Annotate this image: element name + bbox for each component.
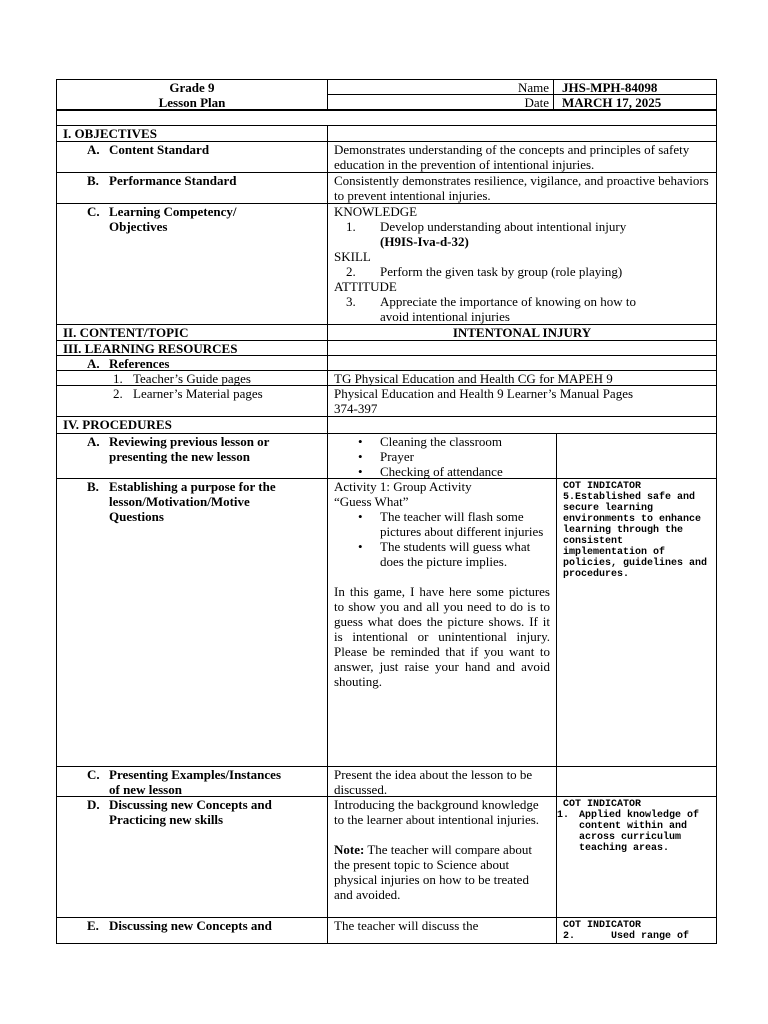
procedures-blank — [327, 416, 717, 434]
proc-d-note-text: The teacher will compare about the present topic to Science about physical injuries on how to be treated and avoided. — [334, 842, 532, 902]
proc-a-item-1: Cleaning the classroom — [380, 434, 503, 449]
attitude-item-1: Appreciate the importance of knowing on how to — [380, 294, 636, 309]
proc-a-label-1: Reviewing previous lesson or — [109, 434, 270, 449]
proc-b-game: “Guess What” — [334, 494, 409, 509]
proc-c-label-cell: C. Presenting Examples/Instances of new lesson — [56, 766, 328, 797]
date-value: MARCH 17, 2025 — [562, 95, 662, 110]
date-row — [328, 95, 716, 109]
proc-b-content: Activity 1: Group Activity “Guess What” • The teacher will flash some pictures about different injuries • The students will guess what does the picture implies. In this game, I have here some pictures to show you and all you need to do is to guess what does the picture shows. If it is intentional or unintentional injury. Please be reminded that if you want to answer, just raise your hand and avoid shouting. — [327, 478, 557, 767]
lm-label-cell: 2. Learner’s Material pages — [56, 385, 328, 417]
proc-a-label-2: presenting the new lesson — [109, 449, 250, 464]
proc-c-label-1: Presenting Examples/Instances — [109, 767, 282, 782]
proc-b-bullet-1: The teacher will flash some pictures about different injuries — [380, 509, 544, 539]
proc-a-cot — [556, 433, 717, 479]
proc-a-label-cell: A. Reviewing previous lesson or presenting the new lesson — [56, 433, 328, 479]
resources-heading: III. LEARNING RESOURCES — [56, 340, 328, 356]
proc-a-item-2: Prayer — [380, 449, 414, 464]
attitude-item-2: avoid intentional injuries — [380, 309, 510, 324]
competency-label-2: Objectives — [109, 219, 168, 234]
proc-e-cot-title: COT INDICATOR — [563, 920, 642, 931]
proc-d-cot: COT INDICATOR 1. Applied knowledge of content within and across curriculum teaching areas. — [556, 796, 717, 918]
proc-d-content — [327, 796, 557, 918]
proc-e-label: Discussing new Concepts and — [109, 918, 272, 933]
proc-d-cot-title: COT INDICATOR — [563, 799, 642, 810]
proc-b-bullet-2: The students will guess what does the picture implies. — [380, 539, 531, 569]
performance-standard-label-cell: B. Performance Standard — [56, 172, 328, 204]
proc-d-label-2: Practicing new skills — [109, 812, 224, 827]
grade-cell — [57, 80, 328, 109]
proc-b-label-2: lesson/Motivation/Motive — [109, 494, 250, 509]
proc-d-label-cell: D. Discussing new Concepts and Practicing new skills — [56, 796, 328, 918]
procedures-heading: IV. PROCEDURES — [56, 416, 328, 434]
proc-b-label-1: Establishing a purpose for the — [109, 479, 276, 494]
lm-value-cell — [327, 385, 717, 417]
competency-text-cell: KNOWLEDGE 1. Develop understanding about intentional injury (H9IS-Iva-d-32) SKILL 2. Perform the given task by group (role playing) ATTITUDE 3. Appreciate the importance of knowing on how to avoid intentional injuries — [327, 203, 717, 325]
proc-b-cot — [556, 478, 717, 767]
spacer-row — [56, 110, 717, 126]
proc-b-label-3: Questions — [109, 509, 164, 524]
knowledge-heading: KNOWLEDGE — [334, 204, 418, 219]
references-label-cell: A. References — [56, 355, 328, 371]
grade-label: Grade 9 — [169, 80, 215, 95]
tg-label-cell: 1. Teacher’s Guide pages — [56, 370, 328, 386]
proc-d-note — [334, 842, 550, 902]
skill-heading: SKILL — [334, 249, 371, 264]
performance-standard-text: Consistently demonstrates resilience, vigilance, and proactive behaviors to prevent intentional injuries. — [327, 172, 717, 204]
name-value: JHS-MPH-84098 — [562, 80, 658, 95]
references-blank — [327, 355, 717, 371]
content-heading: II. CONTENT/TOPIC — [56, 324, 328, 341]
proc-e-cot-item: 2. Used range of — [563, 931, 690, 942]
lm-label: Learner’s Material pages — [133, 386, 263, 401]
date-label: Date — [328, 95, 554, 109]
proc-c-text: Present the idea about the lesson to be discussed. — [327, 766, 557, 797]
attitude-heading: ATTITUDE — [334, 279, 397, 294]
proc-b-cot-text: 5.Established safe and secure learning environments to enhance learning through the consistent implementation of policies, guidelines and procedures. — [563, 492, 708, 580]
proc-e-label-cell: E. Discussing new Concepts and — [56, 917, 328, 944]
proc-b-label-cell: B. Establishing a purpose for the lesson/Motivation/Motive Questions — [56, 478, 328, 767]
content-standard-label-cell: A. Content Standard — [56, 141, 328, 173]
lesson-plan-label: Lesson Plan — [158, 95, 226, 110]
name-label: Name — [328, 80, 554, 94]
proc-d-label-1: Discussing new Concepts and — [109, 797, 272, 812]
content-standard-text: Demonstrates understanding of the concepts and principles of safety education in the prevention of intentional injuries. — [327, 141, 717, 173]
proc-e-cot — [556, 917, 717, 944]
performance-standard-label: Performance Standard — [109, 173, 237, 188]
content-topic: INTENTONAL INJURY — [327, 324, 717, 341]
tg-label: Teacher’s Guide pages — [133, 371, 251, 386]
proc-b-activity: Activity 1: Group Activity — [334, 479, 472, 494]
knowledge-item: Develop understanding about intentional injury — [380, 219, 627, 234]
tg-value: TG Physical Education and Health CG for MAPEH 9 — [327, 370, 717, 386]
proc-d-cot-item: Applied knowledge of content within and across curriculum teaching areas. — [579, 810, 700, 854]
proc-e-text: The teacher will discuss the — [327, 917, 557, 944]
content-standard-label: Content Standard — [109, 142, 210, 157]
header-table — [56, 79, 717, 110]
competency-label-cell: C. Learning Competency/ Objectives — [56, 203, 328, 325]
proc-a-content: • Cleaning the classroom • Prayer • Checking of attendance — [327, 433, 557, 479]
lm-value-2: 374-397 — [334, 401, 378, 416]
proc-b-paragraph: In this game, I have here some pictures to show you and all you need to do is to guess what does the picture shows. If it is intentional or unintentional injury. Please be reminded that if you want to answer, just raise your hand and avoid shouting. — [334, 584, 550, 689]
objectives-blank — [327, 125, 717, 142]
knowledge-code: (H9IS-Iva-d-32) — [380, 234, 469, 249]
skill-item: Perform the given task by group (role playing) — [380, 264, 623, 279]
name-row — [328, 80, 716, 95]
proc-d-note-label: Note: — [334, 842, 365, 857]
proc-c-cot — [556, 766, 717, 797]
proc-a-item-3: Checking of attendance — [380, 464, 503, 479]
proc-d-text: Introducing the background knowledge to the learner about intentional injuries. — [334, 797, 540, 827]
lm-value-1: Physical Education and Health 9 Learner’s Manual Pages — [334, 386, 634, 401]
proc-c-label-2: of new lesson — [109, 782, 182, 797]
competency-label-1: Learning Competency/ — [109, 204, 237, 219]
references-label: References — [109, 356, 170, 371]
objectives-heading: I. OBJECTIVES — [56, 125, 328, 142]
proc-b-cot-title: COT INDICATOR — [563, 481, 642, 492]
resources-blank — [327, 340, 717, 356]
